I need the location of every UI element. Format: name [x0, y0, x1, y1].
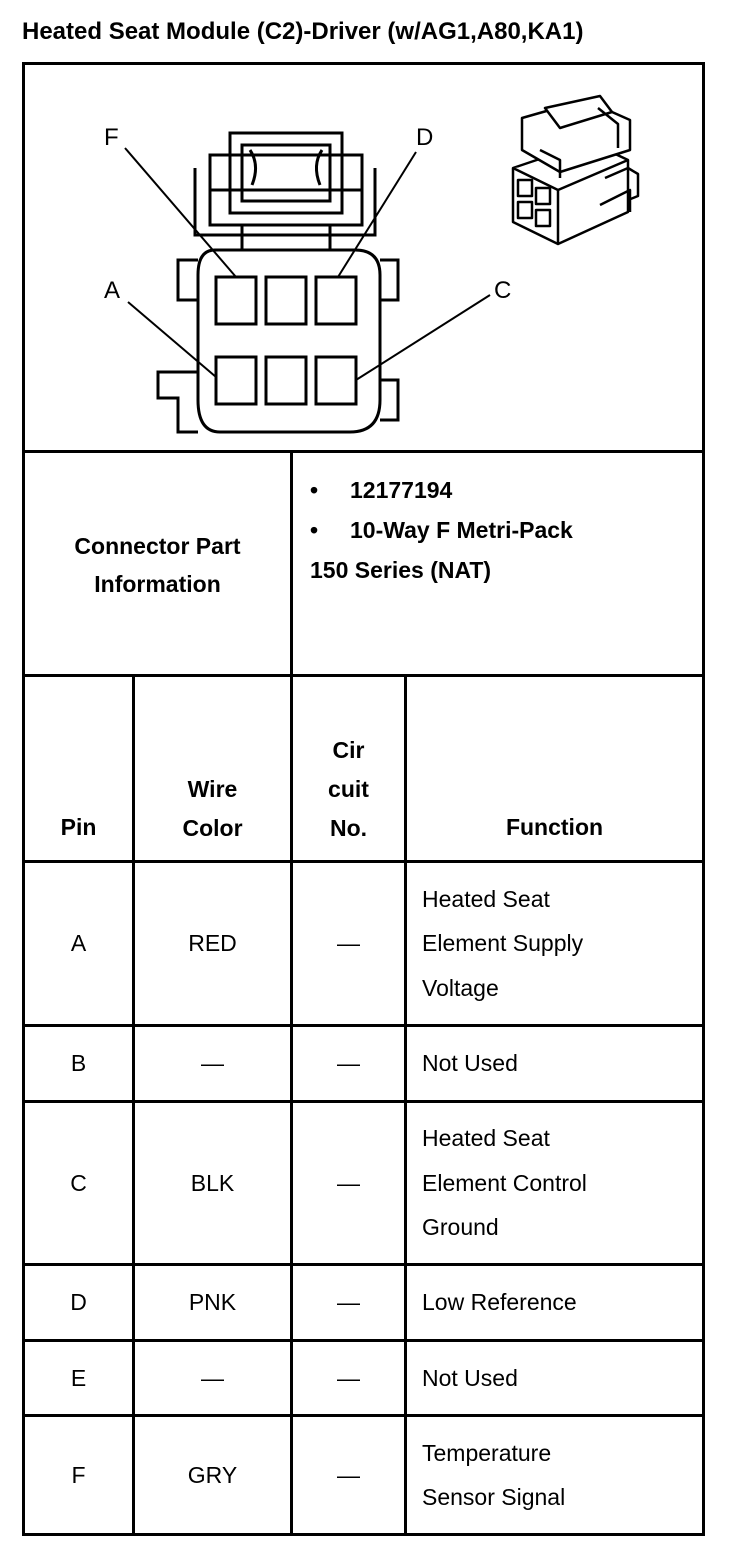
- header-function-label: Function: [505, 814, 604, 840]
- divider: [22, 450, 705, 453]
- function-line: Not Used: [422, 1364, 518, 1391]
- header-circuit-line3: No.: [329, 815, 368, 841]
- divider: [404, 674, 407, 1536]
- pin-label-c: C: [494, 277, 512, 304]
- leader-line-c: [356, 295, 490, 380]
- function-cell: [422, 1342, 518, 1414]
- connector-part-label: [25, 455, 290, 675]
- circuit-cell: —: [337, 1050, 360, 1076]
- function-cell: [422, 1103, 587, 1263]
- function-line: Temperature: [422, 1439, 552, 1466]
- header-circuit-line2: cuit: [328, 776, 369, 802]
- header-pin: [25, 808, 132, 847]
- wire-color-cell: PNK: [188, 1289, 237, 1315]
- header-circuit-line1: Cir: [332, 737, 365, 763]
- connector-description-line1: 10-Way F Metri-Pack: [350, 517, 573, 543]
- pin-label-a: A: [104, 277, 121, 304]
- pin-cell: F: [71, 1461, 86, 1488]
- leader-line-a: [128, 302, 216, 377]
- wire-color-cell: —: [201, 1364, 224, 1391]
- function-line: Not Used: [422, 1050, 518, 1077]
- pin-cell: E: [70, 1364, 87, 1391]
- function-cell: [422, 1266, 577, 1339]
- circuit-cell: —: [337, 1364, 360, 1391]
- function-line: Heated Seat: [422, 1125, 550, 1152]
- connector-face-view-icon: [158, 133, 398, 432]
- bullet-icon: •: [310, 477, 319, 503]
- function-line: Element Supply: [422, 930, 584, 957]
- bullet-icon: •: [310, 517, 319, 543]
- page-title: Heated Seat Module (C2)-Driver (w/AG1,A80,KA1): [22, 18, 584, 45]
- header-wire-line2: Color: [182, 815, 243, 841]
- header-circuit-no: [293, 731, 404, 848]
- function-cell: [422, 863, 583, 1024]
- wire-color-cell: GRY: [187, 1461, 238, 1488]
- header-function: [407, 808, 702, 847]
- function-cell: [422, 1417, 565, 1533]
- function-cell: [422, 1027, 518, 1100]
- function-line: Heated Seat: [422, 885, 550, 912]
- pin-cell: A: [70, 930, 87, 956]
- pin-label-d: D: [416, 124, 434, 151]
- wire-color-cell: BLK: [190, 1169, 235, 1196]
- pin-cell: C: [70, 1169, 87, 1196]
- circuit-cell: —: [337, 1461, 360, 1488]
- function-line: Element Control: [422, 1169, 587, 1196]
- header-pin-label: Pin: [60, 814, 97, 840]
- connector-part-label-line2: Information: [94, 571, 221, 597]
- function-line: Sensor Signal: [422, 1484, 566, 1510]
- pin-cell: D: [70, 1289, 87, 1315]
- leader-line-f: [125, 148, 236, 277]
- wire-color-cell: RED: [188, 930, 237, 956]
- connector-3d-view-icon: [513, 96, 638, 244]
- header-wire-line1: Wire: [187, 776, 238, 802]
- circuit-cell: —: [337, 1169, 360, 1196]
- header-wire-color: [135, 770, 290, 848]
- circuit-cell: —: [337, 930, 360, 956]
- connector-diagram: [25, 65, 702, 450]
- circuit-cell: —: [337, 1289, 360, 1315]
- connector-description-line2: 150 Series (NAT): [310, 557, 492, 583]
- connector-part-info: [310, 470, 573, 590]
- function-line: Ground: [422, 1214, 499, 1241]
- function-line: Voltage: [422, 974, 499, 1001]
- pin-label-f: F: [104, 124, 119, 151]
- connector-part-label-line1: Connector Part: [74, 533, 241, 559]
- part-number: 12177194: [350, 477, 453, 503]
- pin-cell: B: [70, 1050, 87, 1076]
- wire-color-cell: —: [201, 1050, 224, 1076]
- function-line: Low Reference: [422, 1289, 577, 1316]
